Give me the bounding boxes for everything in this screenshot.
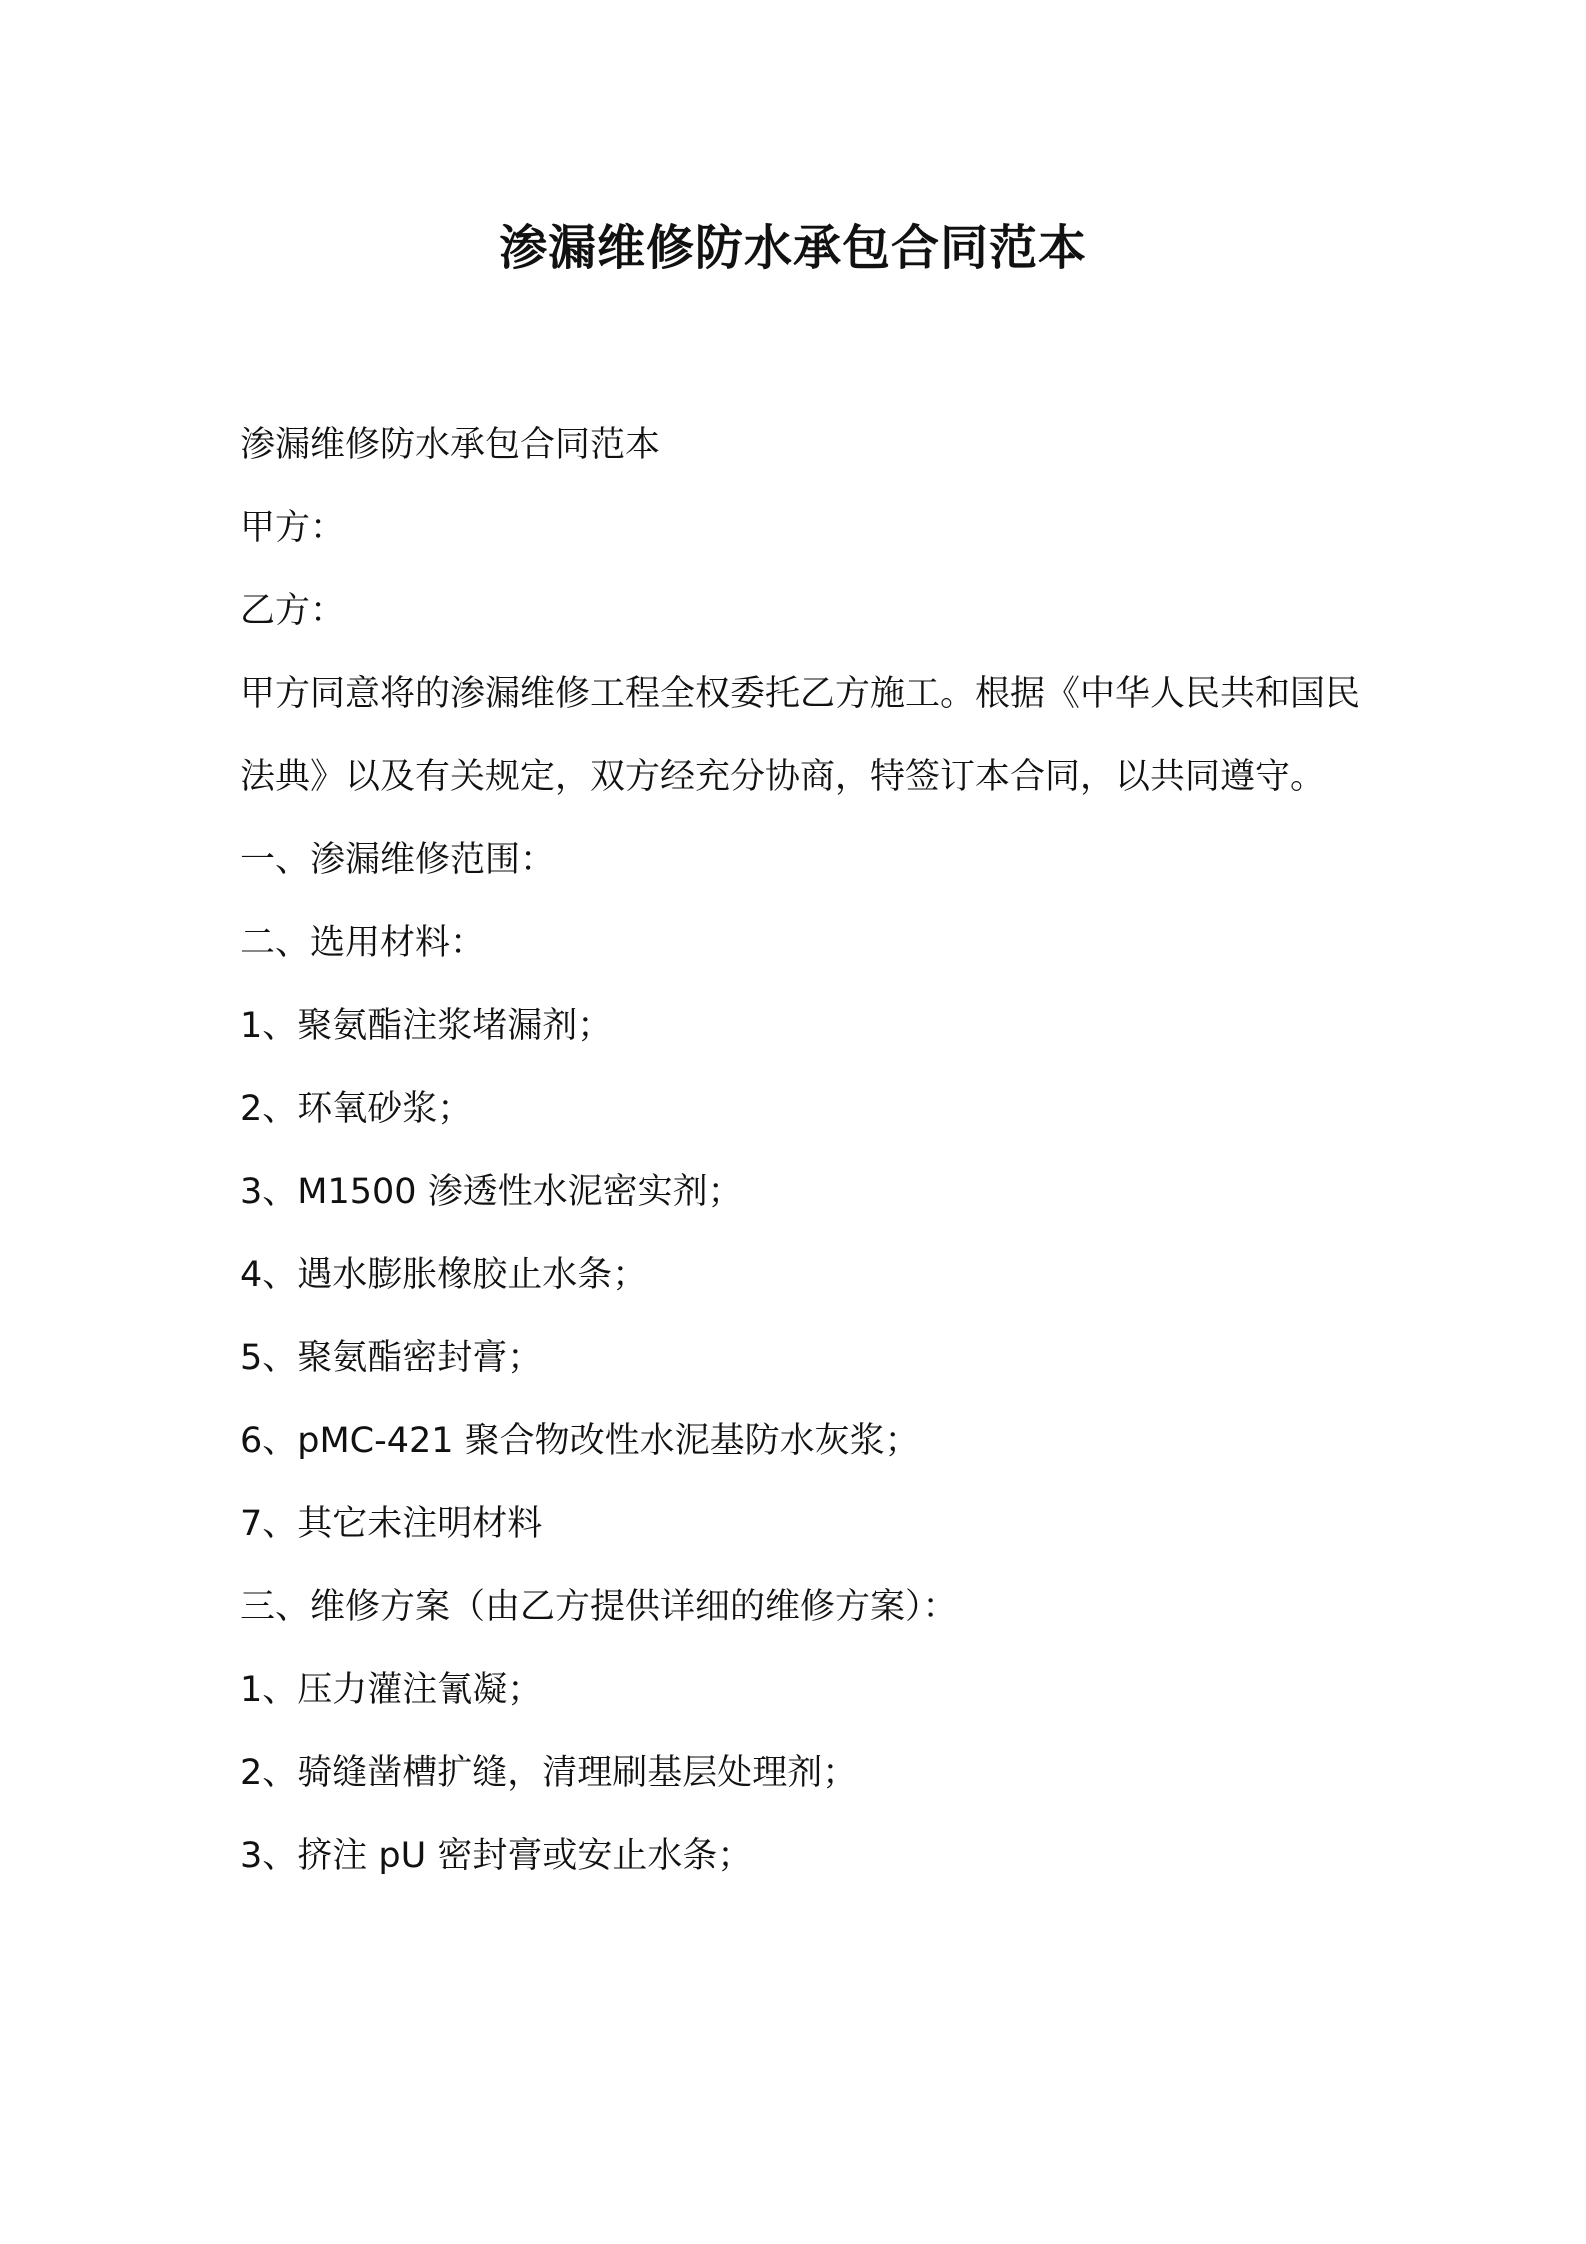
section-heading-repair-plan: 三、维修方案（由乙方提供详细的维修方案）： [240, 1587, 958, 1627]
section-heading-scope: 一、渗漏维修范围： [240, 840, 556, 880]
repair-step-item: 1、压力灌注氰凝； [240, 1670, 543, 1710]
repair-step-item: 2、骑缝凿槽扩缝，清理刷基层处理剂； [240, 1753, 858, 1793]
party-b-line: 乙方： [240, 591, 346, 631]
section-heading-materials: 二、选用材料： [240, 923, 486, 963]
material-item: 7、其它未注明材料 [240, 1504, 543, 1544]
document-body [240, 404, 1360, 1898]
material-item: 5、聚氨酯密封膏； [240, 1338, 543, 1378]
material-item: 3、M1500 渗透性水泥密实剂； [240, 1172, 743, 1212]
repair-step-item: 3、挤注 pU 密封膏或安止水条； [240, 1836, 753, 1876]
intro-paragraph: 甲方同意将的渗漏维修工程全权委托乙方施工。根据《中华人民共和国民法典》以及有关规定，双方经充分协商，特签订本合同，以共同遵守。 [240, 674, 1361, 797]
document-title: 渗漏维修防水承包合同范本 [498, 220, 1087, 276]
material-item: 2、环氧砂浆； [240, 1089, 473, 1129]
party-a-line: 甲方： [240, 508, 346, 548]
material-item: 1、聚氨酯注浆堵漏剂； [240, 1006, 613, 1046]
document-subtitle: 渗漏维修防水承包合同范本 [240, 425, 661, 465]
material-item: 4、遇水膨胀橡胶止水条； [240, 1255, 648, 1295]
material-item: 6、pMC-421 聚合物改性水泥基防水灰浆； [240, 1421, 920, 1461]
